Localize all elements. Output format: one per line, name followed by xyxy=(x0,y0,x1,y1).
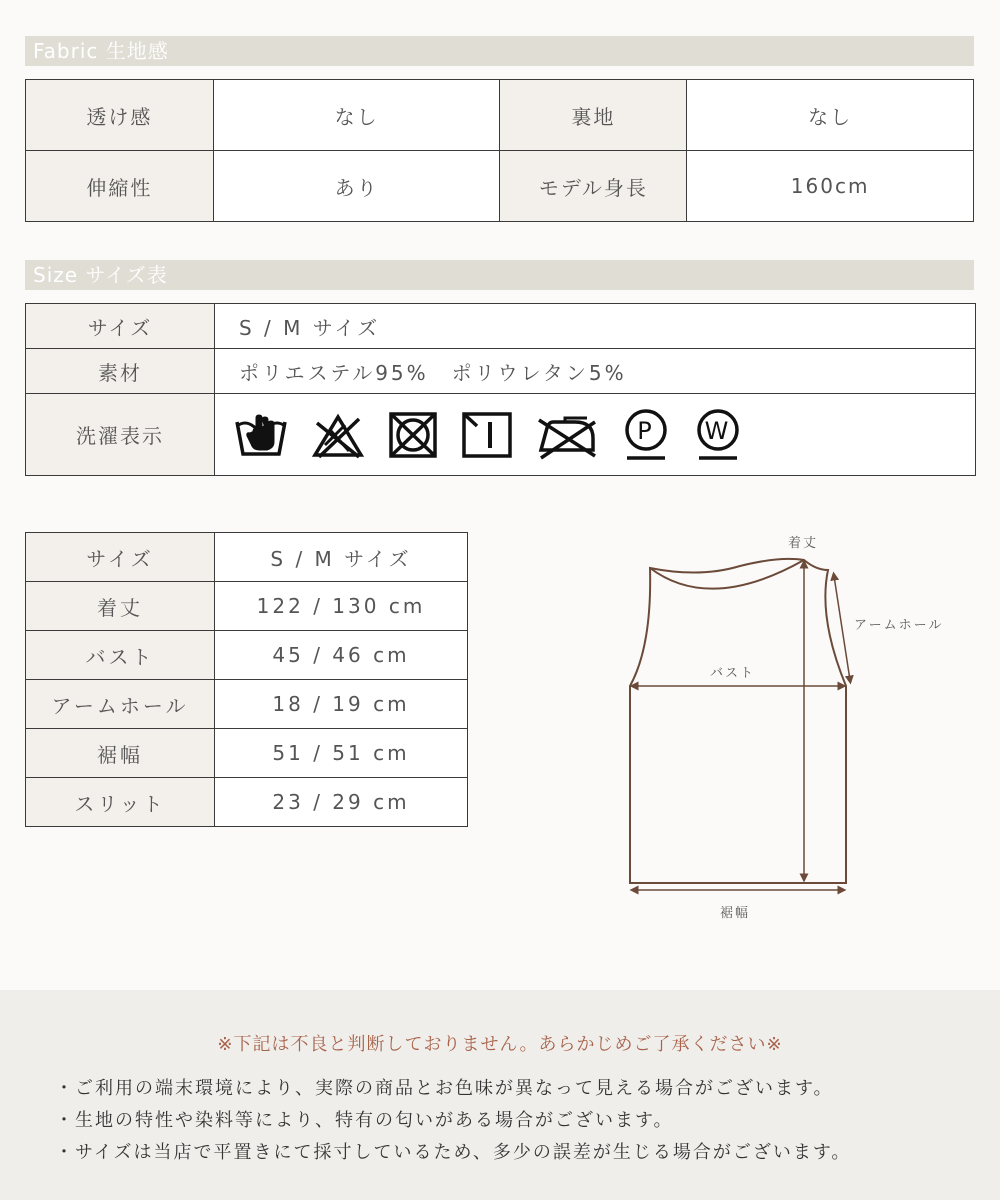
table-row xyxy=(26,582,468,631)
measurement-label: アームホール xyxy=(26,680,215,729)
diagram-armhole-label: アームホール xyxy=(854,618,944,633)
fabric-value-model-height: 160cm xyxy=(687,151,974,222)
measurement-label: 裾幅 xyxy=(26,729,215,778)
table-row xyxy=(26,778,468,827)
wet-clean-w-icon xyxy=(693,408,743,462)
fabric-label-transparency: 透け感 xyxy=(26,80,214,151)
dry-clean-p-icon xyxy=(621,408,671,462)
measurement-label: バスト xyxy=(26,631,215,680)
measurement-label: スリット xyxy=(26,778,215,827)
table-row xyxy=(26,631,468,680)
diagram-hem-label: 裾幅 xyxy=(720,906,751,921)
measurement-value: 23 / 29 cm xyxy=(215,778,468,827)
measurement-header-row xyxy=(26,533,468,582)
notice-title: ※下記は不良と判断しておりません。あらかじめご了承ください※ xyxy=(217,1034,783,1055)
list-item: ・サイズは当店で平置きにて採寸しているため、多少の誤差が生じる場合がございます。 xyxy=(55,1142,852,1163)
fabric-value-transparency: なし xyxy=(213,80,500,151)
fabric-value-stretch: あり xyxy=(213,151,500,222)
table-row xyxy=(26,729,468,778)
diagram-length-label: 着丈 xyxy=(788,536,819,551)
measurement-value: 45 / 46 cm xyxy=(215,631,468,680)
measurement-value: 51 / 51 cm xyxy=(215,729,468,778)
measurement-header-label: サイズ xyxy=(26,533,215,582)
fabric-table xyxy=(25,79,974,222)
fabric-value-lining: なし xyxy=(687,80,974,151)
hand-wash-icon xyxy=(233,410,289,460)
garment-diagram xyxy=(600,528,980,928)
material-row xyxy=(26,349,976,394)
size-label: サイズ xyxy=(26,304,215,349)
list-item: ・ご利用の端末環境により、実際の商品とお色味が異なって見える場合がございます。 xyxy=(55,1078,834,1099)
line-dry-shade-icon xyxy=(461,410,513,460)
care-label: 洗濯表示 xyxy=(26,394,215,476)
fabric-label-model-height: モデル身長 xyxy=(500,151,687,222)
size-section-header: Size サイズ表 xyxy=(25,260,974,290)
fabric-section-header: Fabric 生地感 xyxy=(25,36,974,66)
care-icons-cell xyxy=(215,394,976,476)
measurement-table xyxy=(25,532,468,827)
fabric-row xyxy=(26,80,974,151)
diagram-bust-label: バスト xyxy=(710,666,756,681)
no-bleach-icon xyxy=(311,411,365,459)
fabric-label-lining: 裏地 xyxy=(500,80,687,151)
material-label: 素材 xyxy=(26,349,215,394)
fabric-row xyxy=(26,151,974,222)
measurement-value: 122 / 130 cm xyxy=(215,582,468,631)
notice-list xyxy=(55,1073,851,1169)
size-value: S / M サイズ xyxy=(215,304,976,349)
table-row xyxy=(26,680,468,729)
list-item: ・生地の特性や染料等により、特有の匂いがある場合がございます。 xyxy=(55,1110,674,1131)
size-row xyxy=(26,304,976,349)
size-info-table xyxy=(25,303,976,476)
no-iron-icon xyxy=(535,410,599,460)
svg-text:W: W xyxy=(704,416,732,445)
no-tumble-dry-icon xyxy=(387,410,439,460)
garment-outline xyxy=(600,528,980,928)
svg-text:P: P xyxy=(637,416,655,445)
care-row xyxy=(26,394,976,476)
measurement-header-value: S / M サイズ xyxy=(215,533,468,582)
measurement-value: 18 / 19 cm xyxy=(215,680,468,729)
care-icons xyxy=(233,408,975,462)
measurement-label: 着丈 xyxy=(26,582,215,631)
fabric-label-stretch: 伸縮性 xyxy=(26,151,214,222)
material-value: ポリエステル95% ポリウレタン5% xyxy=(215,349,976,394)
